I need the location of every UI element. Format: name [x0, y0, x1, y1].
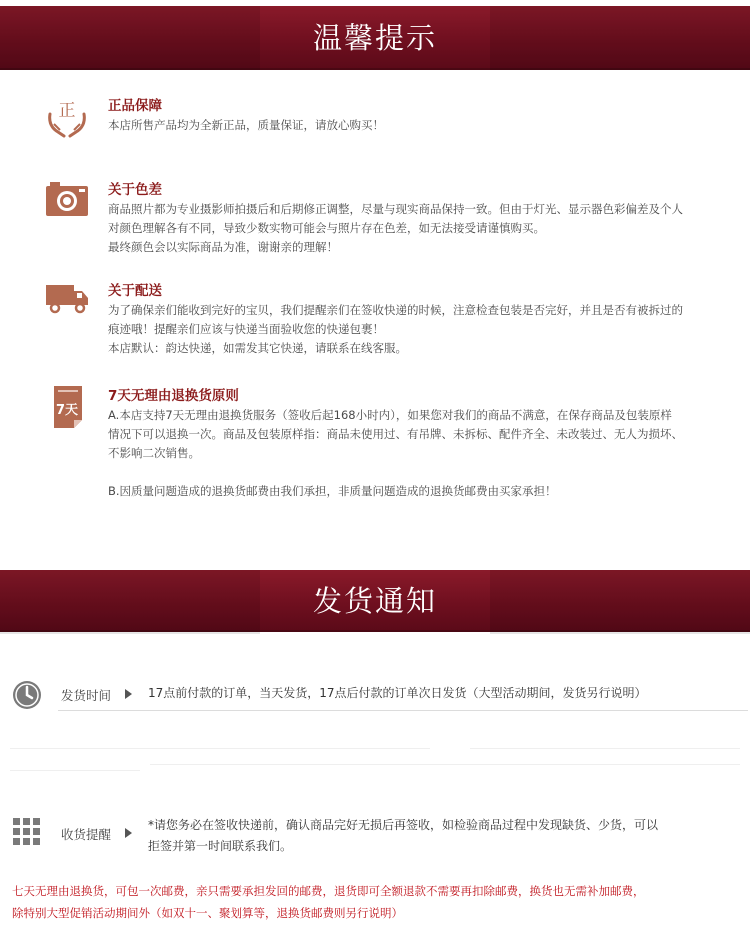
footer-line: 除特别大型促销活动期间外（如双十一、聚划算等，退换货邮费则另行说明） — [12, 906, 403, 920]
shipping-time-text: 17点前付款的订单，当天发货，17点后付款的订单次日发货（大型活动期间，发货另行说明） — [148, 686, 647, 700]
shipping-banner-title: 发货通知 — [312, 584, 437, 618]
notice-heading: 关于配送 — [108, 283, 162, 299]
footer-line: 七天无理由退换货，可包一次邮费，亲只需要承担发回的邮费，退货即可全额退款不需要再扣除邮费，换货也无需补加邮费， — [12, 884, 645, 898]
notice-line: 商品照片都为专业摄影师拍摄后和后期修正调整，尽量与现实商品保持一致。但由于灯光、显示器色彩偏差及个人 — [108, 202, 683, 216]
reminder-line: *请您务必在签收快递前，确认商品完好无损后再签收，如检验商品过程中发现缺货、少货，可以 — [148, 818, 659, 832]
notice-heading: 7天无理由退换货原则 — [108, 388, 239, 404]
footer-notice — [12, 880, 742, 924]
notice-line: A.本店支持7天无理由退换货服务（签收后起168小时内），如果您对我们的商品不满意，在保存商品及包装原样 — [108, 408, 672, 422]
paragraph-gap — [108, 463, 728, 482]
notice-line: 情况下可以退换一次。商品及包装原样指：商品未使用过、有吊牌、未拆标、配件齐全、未改装过、无人为损坏、 — [108, 427, 683, 441]
notice-banner — [0, 6, 750, 70]
reminder-line: 拒签并第一时间联系我们。 — [148, 839, 293, 853]
notice-body — [108, 116, 728, 135]
notice-body — [108, 406, 728, 501]
notice-line: 为了确保亲们能收到完好的宝贝，我们提醒亲们在签收快递的时候，注意检查包装是否完好，并且是否有被拆过的 — [108, 303, 683, 317]
clock-icon — [12, 680, 42, 710]
notice-line: B.因质量问题造成的退换货邮费由我们承担，非质量问题造成的退换货邮费由买家承担！ — [108, 484, 557, 498]
faint-divider — [470, 748, 740, 749]
receiving-reminder-label: 收货提醒 — [61, 827, 112, 842]
seven-day-calendar-icon — [44, 384, 90, 430]
delivery-truck-icon — [44, 279, 90, 325]
notice-line: 不影响二次销售。 — [108, 446, 200, 460]
notice-heading: 关于色差 — [108, 182, 162, 198]
notice-banner-title: 温馨提示 — [312, 21, 437, 55]
notice-line: 本店默认：韵达快递，如需发其它快递，请联系在线客服。 — [108, 341, 407, 355]
notice-line: 对颜色理解各有不同，导致少数实物可能会与照片存在色差，如无法接受请谨慎购买。 — [108, 221, 545, 235]
chevron-right-icon — [125, 828, 132, 838]
faint-divider — [10, 748, 430, 749]
chevron-right-icon — [125, 689, 132, 699]
notice-body — [108, 200, 728, 257]
shipping-banner — [0, 570, 750, 632]
genuine-hands-icon — [44, 94, 90, 140]
svg-text:正: 正 — [58, 101, 76, 121]
receiving-reminder-text — [148, 815, 728, 857]
notice-line: 痕迹哦！提醒亲们应该与快递当面验收您的快递包裹！ — [108, 322, 384, 336]
notice-body — [108, 301, 728, 358]
notice-heading: 正品保障 — [108, 98, 162, 114]
notice-line: 本店所售产品均为全新正品，质量保证，请放心购买！ — [108, 118, 384, 132]
camera-icon — [44, 178, 90, 224]
faint-divider — [150, 764, 740, 765]
faint-divider — [10, 770, 140, 771]
row-divider — [58, 710, 748, 711]
notice-line: 最终颜色会以实际商品为准，谢谢亲的理解！ — [108, 240, 338, 254]
calendar-icon-text: 7天 — [55, 403, 79, 418]
shipping-time-label: 发货时间 — [61, 688, 112, 703]
grid-icon — [12, 817, 42, 847]
